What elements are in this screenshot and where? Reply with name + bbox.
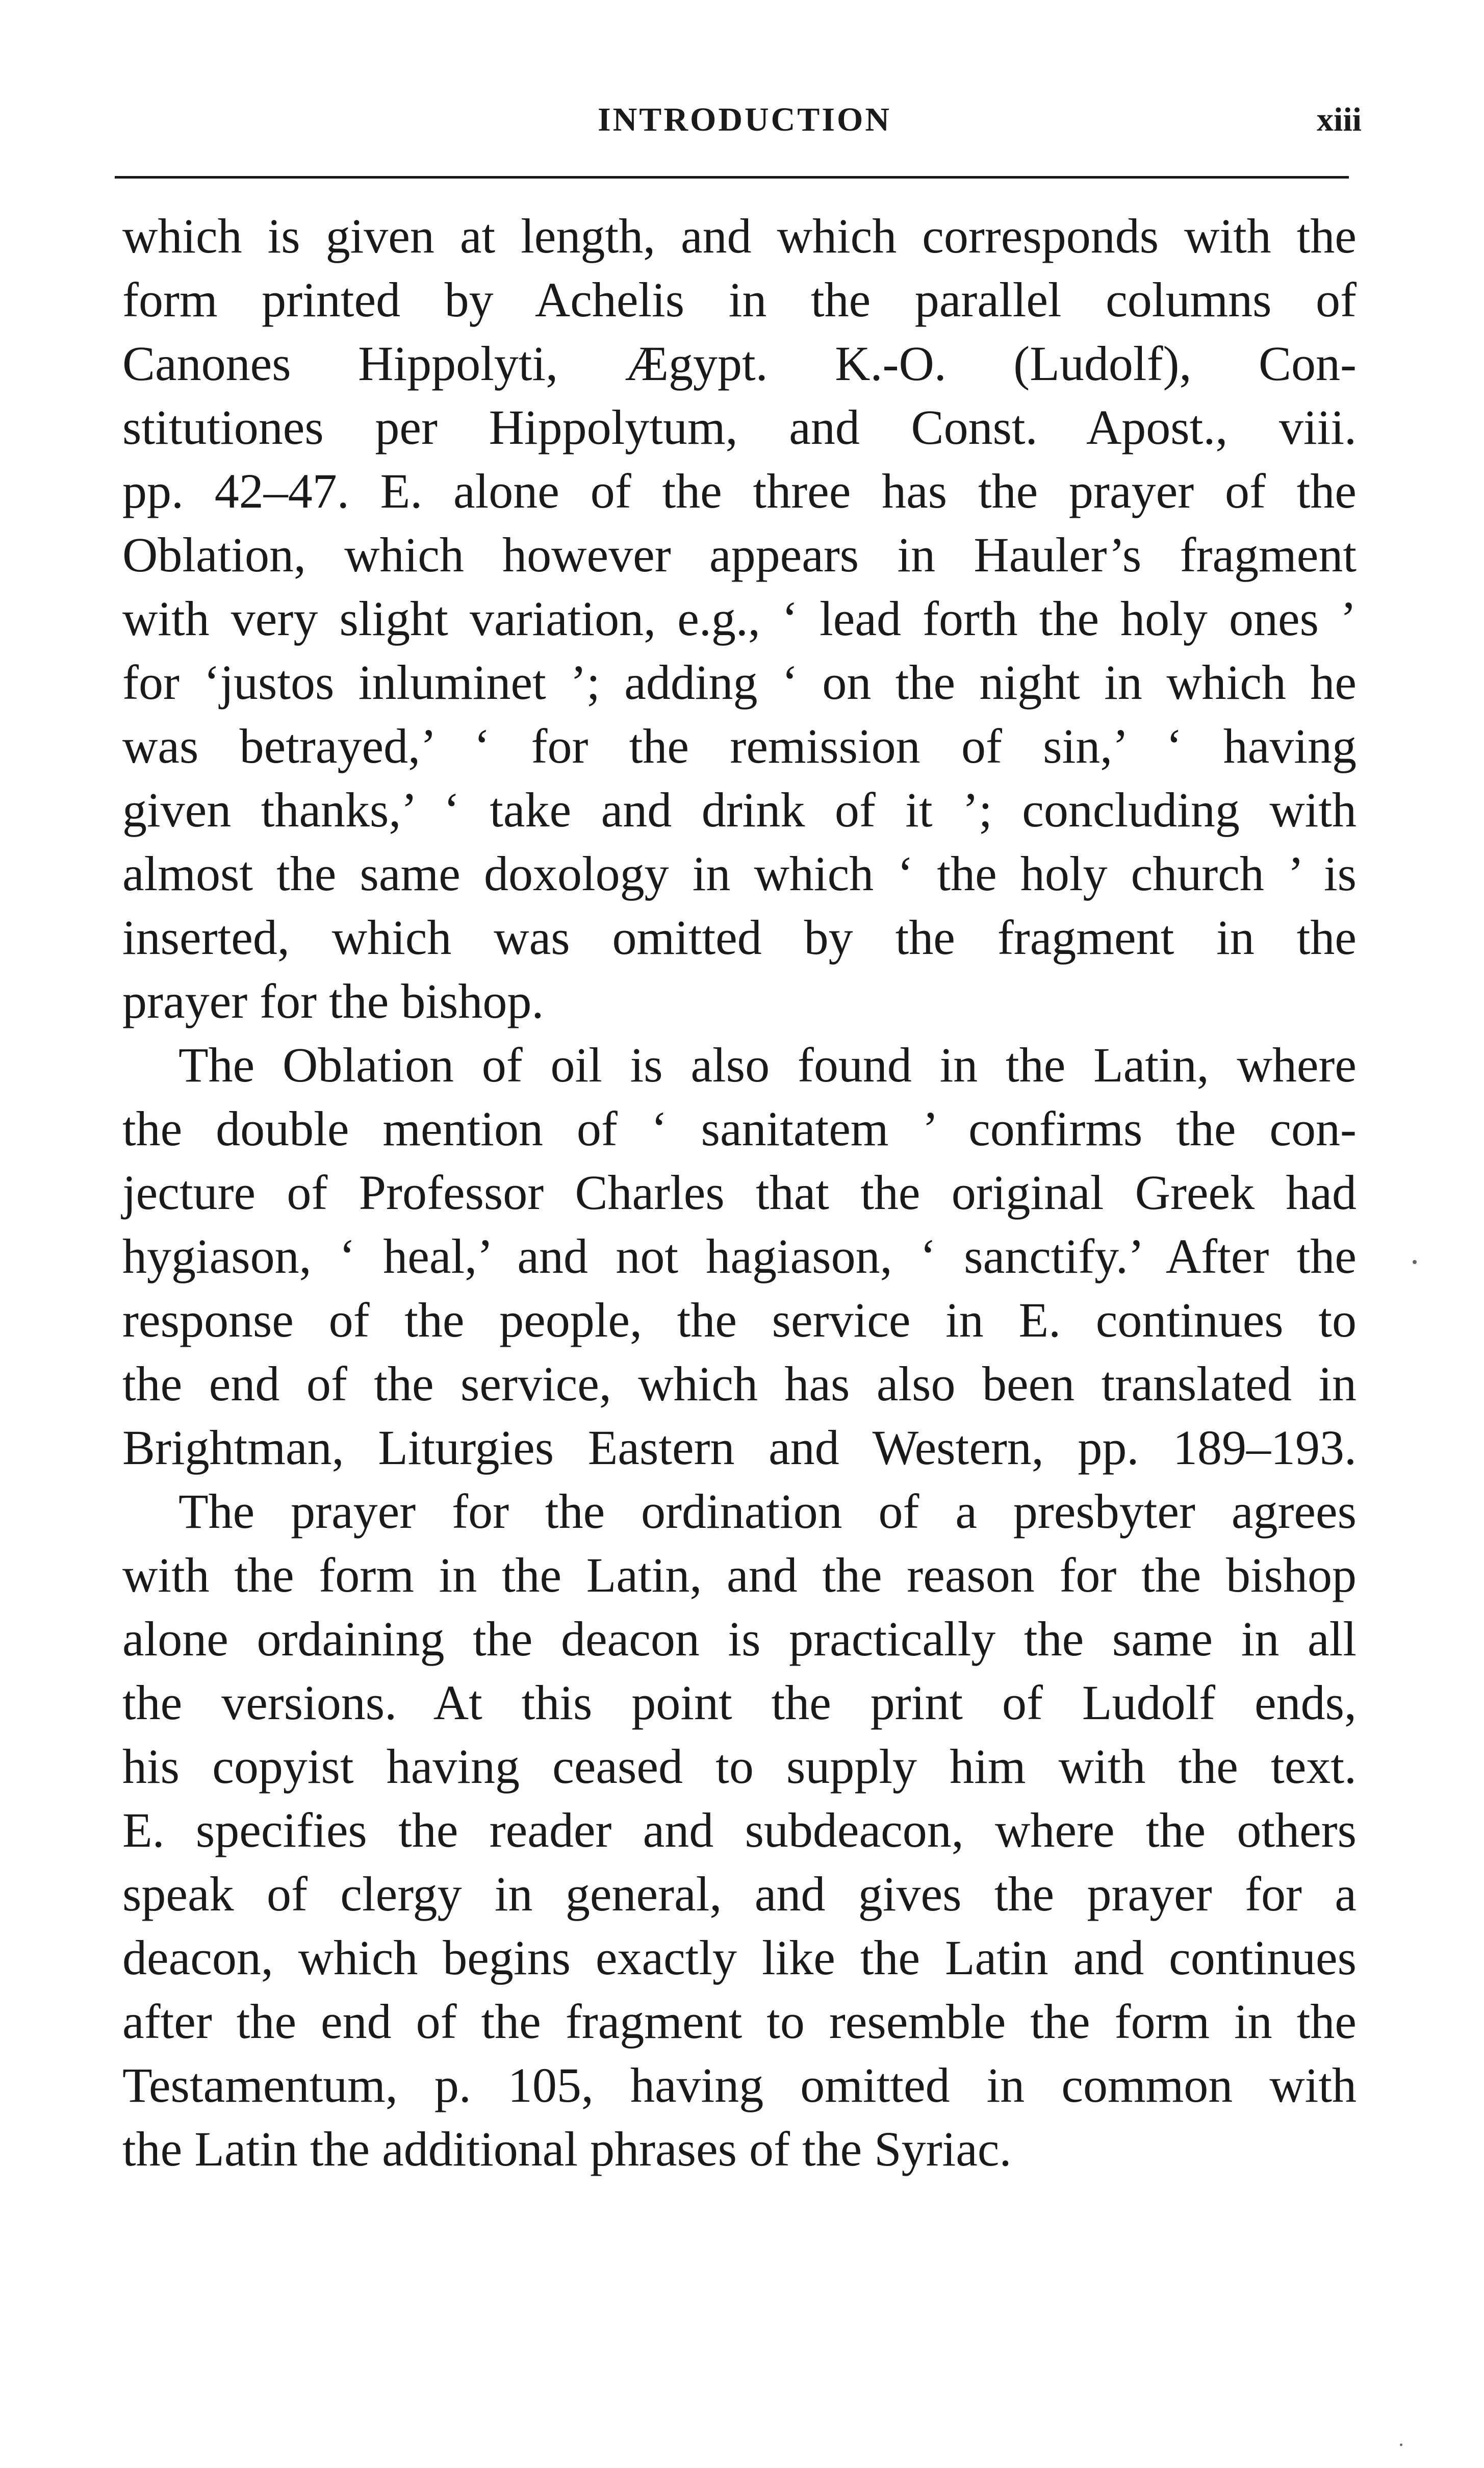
body-text	[122, 204, 1357, 2181]
text-line: the end of the service, which has also been translated in	[122, 1356, 1357, 1411]
text-line: Testamentum, p. 105, having omitted in common with	[122, 2058, 1357, 2112]
text-line: alone ordaining the deacon is practically the same in all	[122, 1611, 1357, 1666]
text-line: prayer for the bishop.	[122, 974, 544, 1028]
text-line: with very slight variation, e.g., ‘ lead forth the holy ones ’	[122, 591, 1357, 646]
text-line: form printed by Achelis in the parallel columns of	[122, 272, 1357, 327]
text-line: almost the same doxology in which ‘ the holy church ’ is	[122, 846, 1357, 901]
text-line: inserted, which was omitted by the fragment in the	[122, 910, 1357, 965]
text-line: given thanks,’ ‘ take and drink of it ’; concluding with	[122, 783, 1357, 837]
running-head	[122, 89, 1367, 150]
text-line: E. specifies the reader and subdeacon, where the others	[122, 1803, 1357, 1857]
paragraph-2	[122, 1033, 1357, 1479]
print-speck	[1400, 2444, 1402, 2446]
text-line: stitutiones per Hippolytum, and Const. Apost., viii.	[122, 400, 1357, 455]
text-line: the double mention of ‘ sanitatem ’ confirms the con-	[122, 1101, 1357, 1156]
text-line: Brightman, Liturgies Eastern and Western, pp. 189–193.	[122, 1420, 1357, 1475]
text-line: The prayer for the ordination of a presbyter agrees	[178, 1484, 1357, 1539]
text-line: Oblation, which however appears in Hauler’s fragment	[122, 527, 1357, 582]
text-line: the versions. At this point the print of Ludolf ends,	[122, 1675, 1357, 1730]
text-line: Canones Hippolyti, Ægypt. K.-O. (Ludolf), Con-	[122, 336, 1357, 391]
running-head-title: INTRODUCTION	[597, 101, 892, 138]
text-line: response of the people, the service in E. continues to	[122, 1293, 1357, 1347]
text-line: hygiason, ‘ heal,’ and not hagiason, ‘ sanctify.’ After the	[122, 1229, 1357, 1283]
text-line: after the end of the fragment to resemble the form in the	[122, 1994, 1357, 2049]
paragraph-1	[122, 204, 1357, 1033]
text-line: was betrayed,’ ‘ for the remission of sin,’ ‘ having	[122, 719, 1357, 773]
text-line: for ‘justos inluminet ’; adding ‘ on the night in which he	[122, 655, 1357, 710]
text-line: The Oblation of oil is also found in the Latin, where	[178, 1038, 1357, 1092]
text-line: speak of clergy in general, and gives the prayer for a	[122, 1867, 1357, 1921]
text-line: jecture of Professor Charles that the original Greek had	[122, 1165, 1357, 1220]
print-speck	[1413, 1260, 1417, 1264]
text-line: which is given at length, and which corresponds with the	[122, 209, 1357, 263]
paragraph-3	[122, 1479, 1357, 2181]
text-line: deacon, which begins exactly like the Latin and continues	[122, 1930, 1357, 1985]
text-line: the Latin the additional phrases of the Syriac.	[122, 2122, 1012, 2176]
page-number: xiii	[1316, 101, 1362, 138]
text-line: with the form in the Latin, and the reason for the bishop	[122, 1548, 1357, 1602]
header-rule	[115, 176, 1349, 179]
text-line: his copyist having ceased to supply him with the text.	[122, 1739, 1357, 1794]
text-line: pp. 42–47. E. alone of the three has the prayer of the	[122, 464, 1357, 518]
